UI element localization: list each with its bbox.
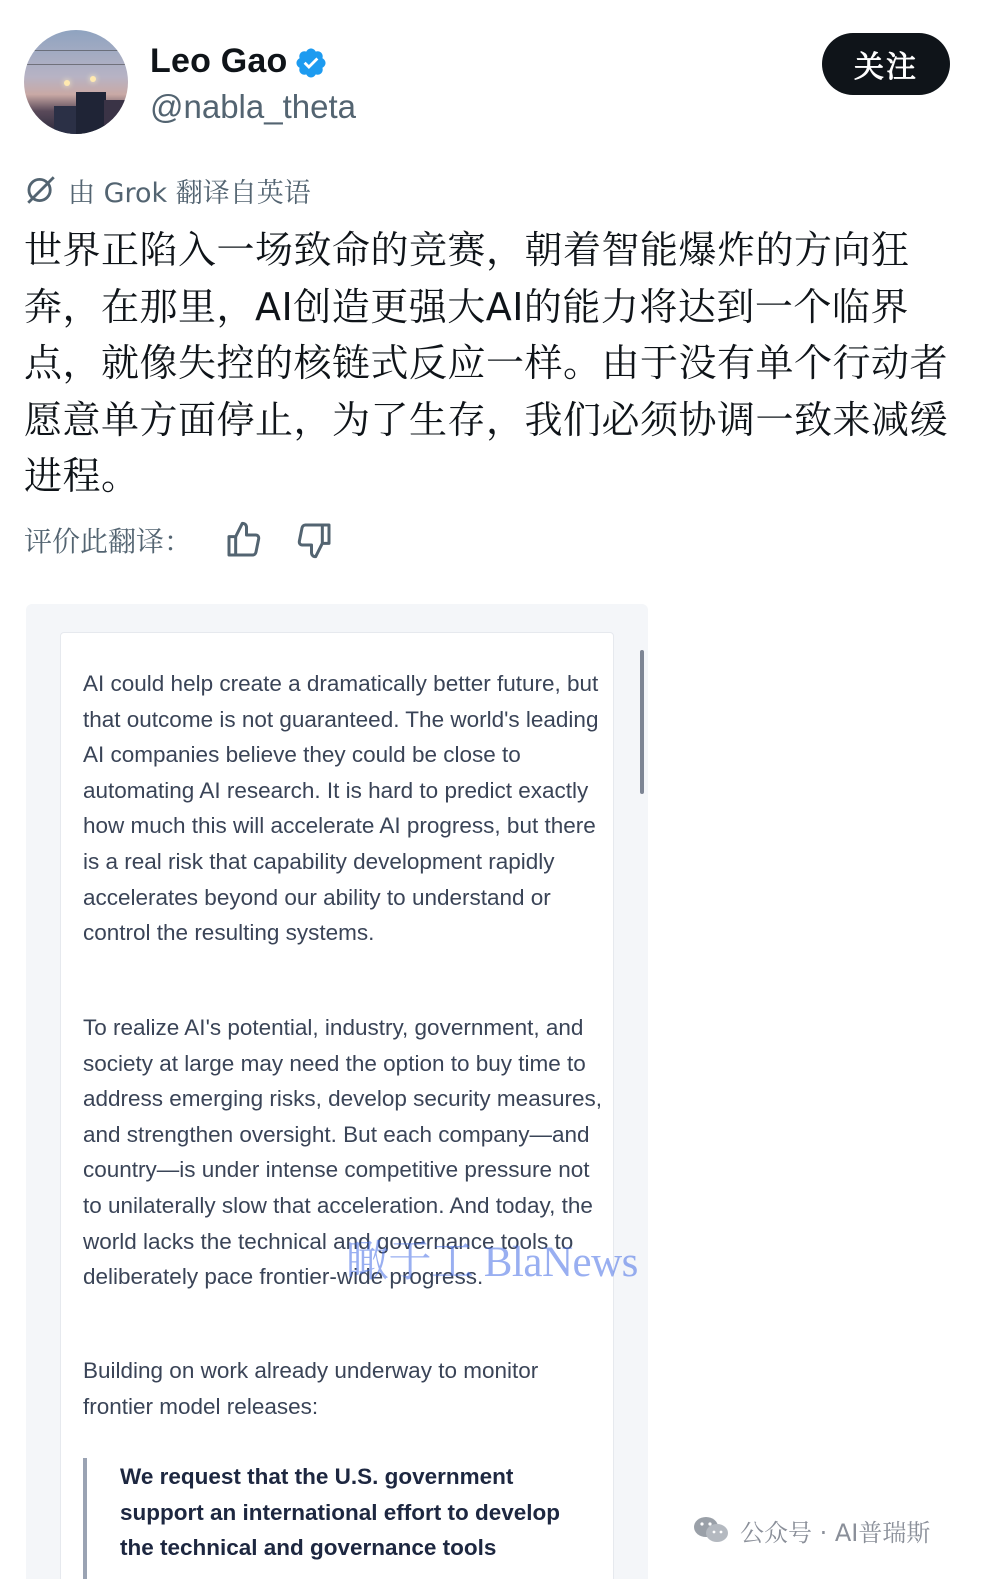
avatar[interactable] xyxy=(24,30,128,134)
user-handle[interactable]: @nabla_theta xyxy=(150,88,356,125)
follow-button[interactable]: 关注 xyxy=(822,33,950,95)
translation-note-text: 由 Grok 翻译自英语 xyxy=(68,177,311,209)
thumbs-down-icon[interactable] xyxy=(294,520,334,560)
embedded-paragraph: AI could help create a dramatically better future, but that outcome is not guaranteed. The world's leading AI companies believe they could be close to automating AI research. It is hard to predict exactly how much this will accelerate AI progress, but there is a real risk that capability development rapidly accelerates beyond our ability to understand or control the resulting systems. xyxy=(83,671,599,946)
watermark: 瞰于工 BlaNews xyxy=(346,1239,638,1286)
blockquote-bar xyxy=(83,1458,87,1579)
user-name[interactable]: Leo Gao xyxy=(150,42,288,80)
embedded-paragraph: Building on work already underway to monitor frontier model releases: xyxy=(83,1358,539,1419)
verified-badge-icon xyxy=(294,46,328,80)
avatar-detail xyxy=(90,76,96,82)
rate-translation-label: 评价此翻译： xyxy=(24,525,193,558)
tweet-text: 世界正陷入一场致命的竞赛，朝着智能爆炸的方向狂奔，在那里，AI创造更强大AI的能力将达到一个临界点，就像失控的核链式反应一样。由于没有单个行动者愿意单方面停止，为了生存，我们必须协调一致来减缓进程。 xyxy=(24,228,949,498)
translation-note xyxy=(24,170,311,210)
wechat-source xyxy=(692,1510,930,1550)
avatar-detail xyxy=(64,80,70,86)
rate-translation xyxy=(24,516,334,564)
avatar-detail xyxy=(24,64,128,65)
avatar-detail xyxy=(104,100,128,134)
avatar-detail xyxy=(54,106,76,134)
wechat-label: 公众号 · AI普瑞斯 xyxy=(740,1518,931,1547)
avatar-detail xyxy=(24,50,128,51)
wechat-icon xyxy=(692,1514,730,1546)
avatar-detail xyxy=(76,92,106,134)
scrollbar[interactable] xyxy=(640,650,644,794)
grok-icon xyxy=(24,173,58,207)
thumbs-up-icon[interactable] xyxy=(224,520,264,560)
embedded-blockquote: We request that the U.S. government support an international effort to develop the technical and governance tools xyxy=(120,1464,561,1561)
embedded-paragraph: To realize AI's potential, industry, government, and society at large may need the option to buy time to address emerging risks, develop security measures, and strengthen oversight. But each company—and country—is under intense competitive pressure not to unilaterally slow that acceleration. And today, the world lacks the technical and governance tools to deliberately pace frontier-wide progress. xyxy=(83,1015,602,1290)
